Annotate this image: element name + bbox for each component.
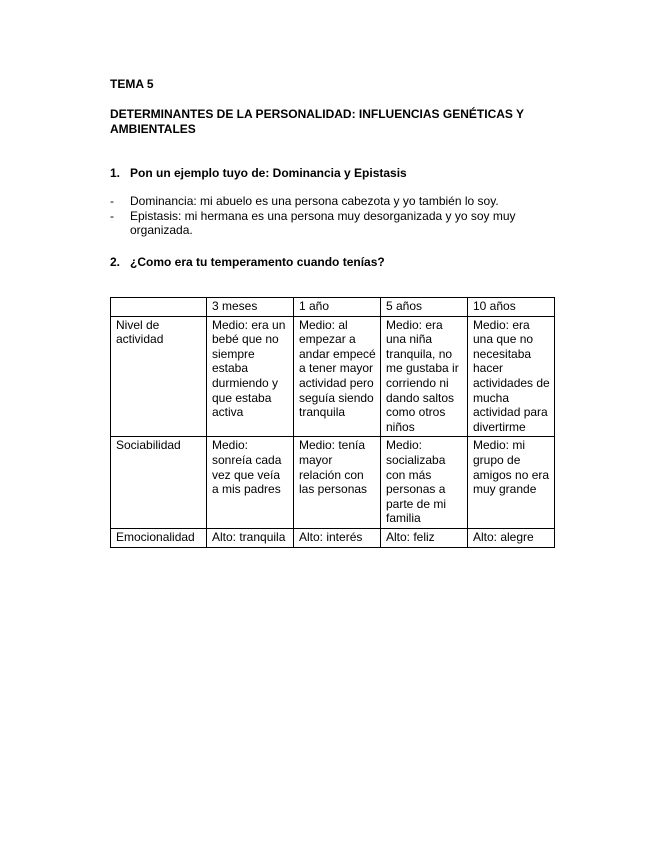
row-label: Nivel de actividad bbox=[111, 316, 207, 437]
table-cell: Medio: era una que no necesitaba hacer actividades de mucha actividad para divertirme bbox=[468, 316, 555, 437]
table-row bbox=[111, 437, 555, 529]
table-cell: Medio: sonreía cada vez que veía a mis padres bbox=[207, 437, 294, 529]
question-2-number: 2. bbox=[110, 255, 121, 269]
list-item bbox=[110, 209, 560, 238]
topic-heading: TEMA 5 bbox=[110, 77, 154, 91]
table-cell: Medio: tenía mayor relación con las personas bbox=[294, 437, 381, 529]
row-label: Sociabilidad bbox=[111, 437, 207, 529]
table-cell: Medio: socializaba con más personas a parte de mi familia bbox=[381, 437, 468, 529]
table-row bbox=[111, 528, 555, 547]
answer-text: Dominancia: mi abuelo es una persona cabezota y yo también lo soy. bbox=[130, 194, 499, 208]
answer-text: Epistasis: mi hermana es una persona muy desorganizada y yo soy muy organizada. bbox=[130, 208, 516, 237]
table-cell: Medio: mi grupo de amigos no era muy grande bbox=[468, 437, 555, 529]
answer-list bbox=[110, 194, 560, 238]
table-header-row bbox=[111, 298, 555, 317]
table-header-cell: 3 meses bbox=[207, 298, 294, 317]
table-header-cell: 1 año bbox=[294, 298, 381, 317]
question-1-text: Pon un ejemplo tuyo de: Dominancia y Epistasis bbox=[130, 166, 407, 180]
table-cell: Alto: alegre bbox=[468, 528, 555, 547]
table-header-cell: 5 años bbox=[381, 298, 468, 317]
list-bullet: - bbox=[110, 208, 114, 223]
table-header-cell bbox=[111, 298, 207, 317]
document-title: DETERMINANTES DE LA PERSONALIDAD: INFLUENCIAS GENÉTICAS Y AMBIENTALES bbox=[110, 107, 524, 136]
table-cell: Alto: tranquila bbox=[207, 528, 294, 547]
temperament-table bbox=[110, 297, 555, 548]
table-cell: Alto: feliz bbox=[381, 528, 468, 547]
list-item bbox=[110, 194, 560, 209]
table-cell: Alto: interés bbox=[294, 528, 381, 547]
question-1-number: 1. bbox=[110, 166, 121, 180]
table-cell: Medio: al empezar a andar empecé a tener mayor actividad pero seguía siendo tranquila bbox=[294, 316, 381, 437]
question-2-text: ¿Como era tu temperamento cuando tenías? bbox=[130, 255, 385, 269]
table-cell: Medio: era un bebé que no siempre estaba durmiendo y que estaba activa bbox=[207, 316, 294, 437]
table-row bbox=[111, 316, 555, 437]
question-2 bbox=[110, 255, 385, 270]
list-bullet: - bbox=[110, 194, 114, 208]
table-header-cell: 10 años bbox=[468, 298, 555, 317]
row-label: Emocionalidad bbox=[111, 528, 207, 547]
question-1 bbox=[110, 166, 407, 181]
table-cell: Medio: era una niña tranquila, no me gustaba ir corriendo ni dando saltos como otros niños bbox=[381, 316, 468, 437]
